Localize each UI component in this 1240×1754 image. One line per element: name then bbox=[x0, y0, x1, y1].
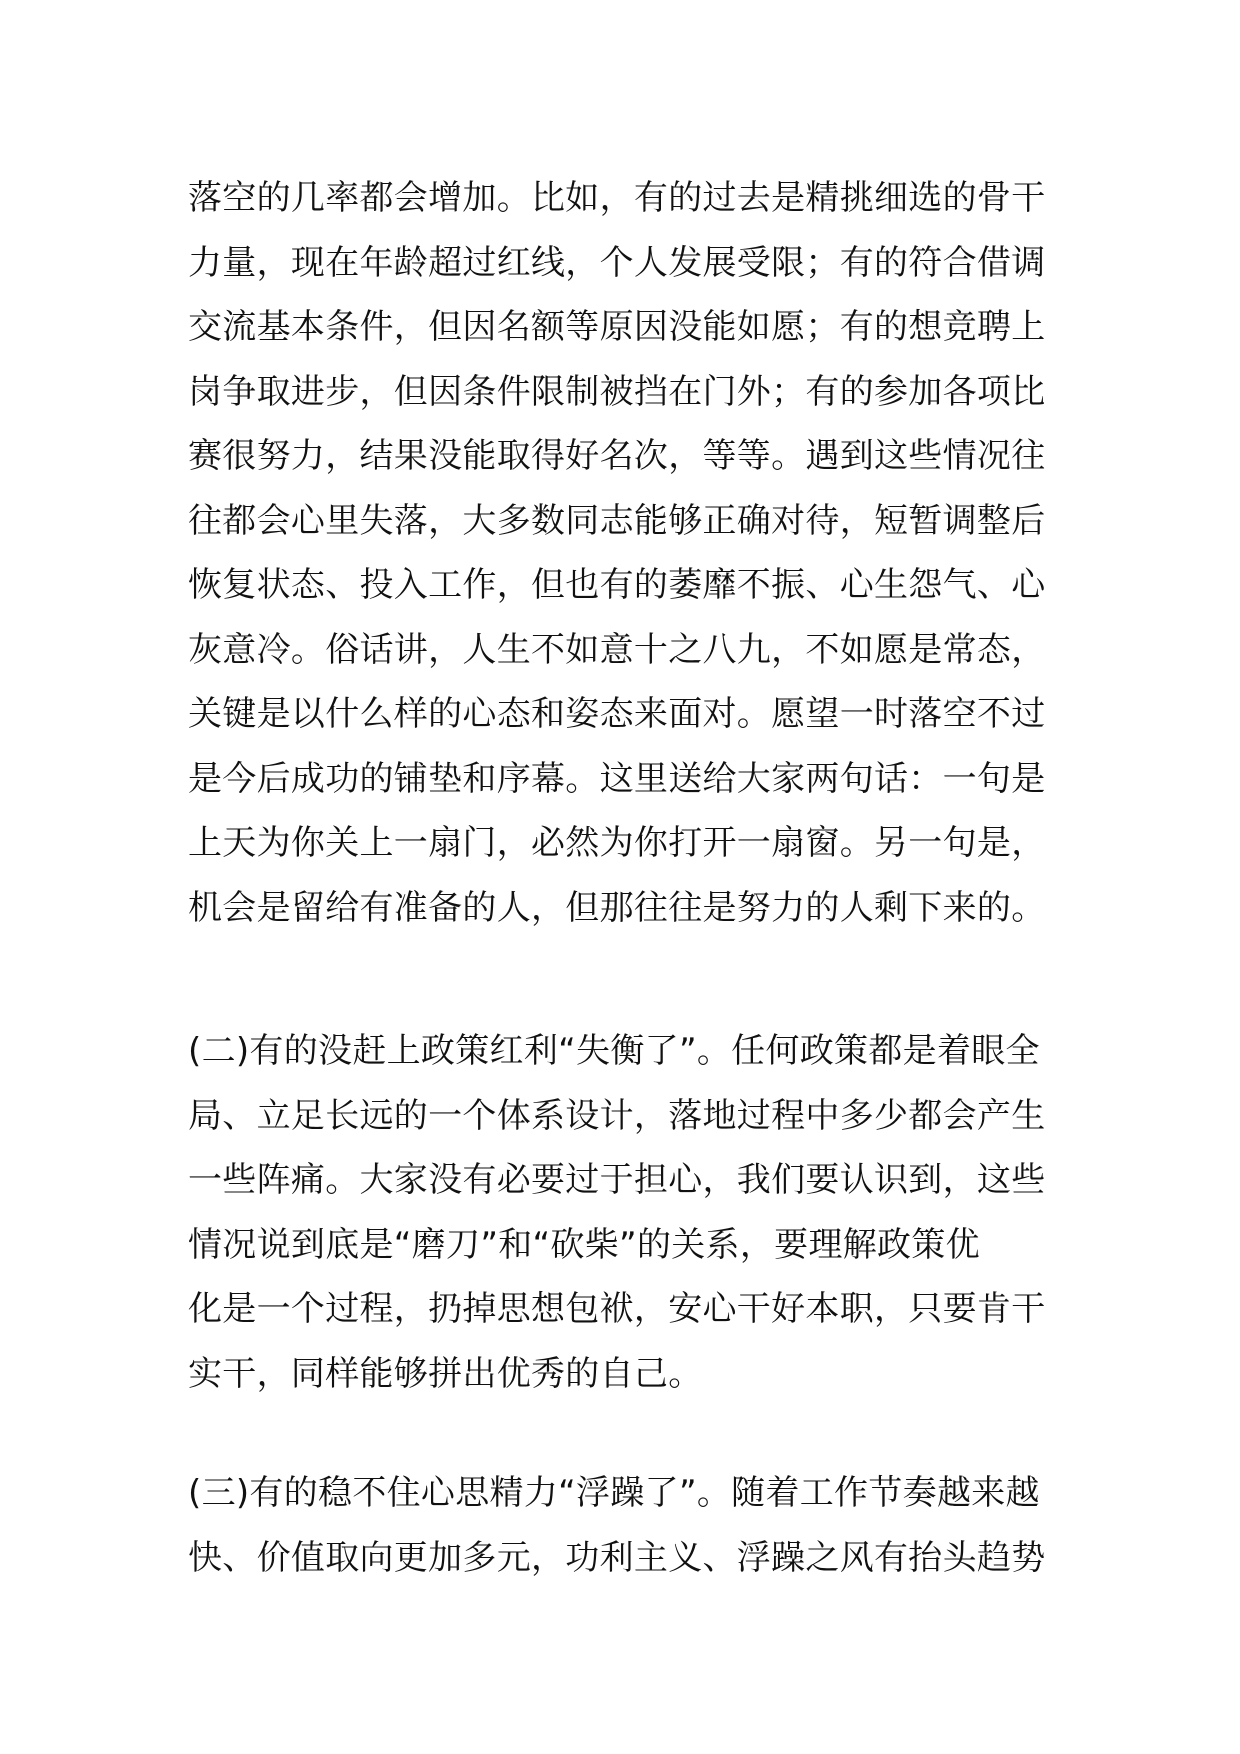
text-line: 快、价值取向更加多元，功利主义、浮躁之风有抬头趋势 bbox=[188, 1537, 1046, 1578]
text-line: 赛很努力，结果没能取得好名次，等等。遇到这些情况往 bbox=[188, 436, 1046, 476]
text-line: 实干，同样能够拼出优秀的自己。 bbox=[188, 1353, 703, 1394]
text-line: 化是一个过程，扔掉思想包袱，安心干好本职，只要肯干 bbox=[188, 1289, 1046, 1329]
paragraph-3 bbox=[188, 1461, 1068, 1590]
text-line: 是今后成功的铺垫和序幕。这里送给大家两句话：一句是 bbox=[188, 758, 1046, 799]
text-line: 一些阵痛。大家没有必要过于担心，我们要认识到，这些 bbox=[188, 1160, 1046, 1200]
text-line: 情况说到底是“磨刀”和“砍柴”的关系，要理解政策优 bbox=[188, 1224, 980, 1265]
text-line: 机会是留给有准备的人，但那往往是努力的人剩下来的。 bbox=[188, 887, 1046, 928]
text-line: 落空的几率都会增加。比如，有的过去是精挑细选的骨干 bbox=[188, 178, 1046, 218]
text-line: 往都会心里失落，大多数同志能够正确对待，短暂调整后 bbox=[188, 500, 1046, 541]
text-line: 灰意冷。俗话讲，人生不如意十之八九，不如愿是常态， bbox=[188, 629, 1046, 670]
paragraph-2 bbox=[188, 1019, 1068, 1406]
text-line: 交流基本条件，但因名额等原因没能如愿；有的想竞聘上 bbox=[188, 307, 1046, 347]
text-line: 关键是以什么样的心态和姿态来面对。愿望一时落空不过 bbox=[188, 694, 1046, 734]
text-line: (二)有的没赶上政策红利“失衡了”。任何政策都是着眼全 bbox=[188, 1031, 1040, 1071]
text-line: 上天为你关上一扇门，必然为你打开一扇窗。另一句是， bbox=[188, 823, 1046, 863]
text-line: (三)有的稳不住心思精力“浮躁了”。随着工作节奏越来越 bbox=[188, 1473, 1040, 1513]
text-line: 恢复状态、投入工作，但也有的萎靡不振、心生怨气、心 bbox=[188, 565, 1046, 605]
text-line: 力量，现在年龄超过红线，个人发展受限；有的符合借调 bbox=[188, 242, 1046, 283]
text-line: 岗争取进步，但因条件限制被挡在门外；有的参加各项比 bbox=[188, 371, 1046, 412]
paragraph-1 bbox=[188, 166, 1068, 940]
text-line: 局、立足长远的一个体系设计，落地过程中多少都会产生 bbox=[188, 1095, 1046, 1136]
